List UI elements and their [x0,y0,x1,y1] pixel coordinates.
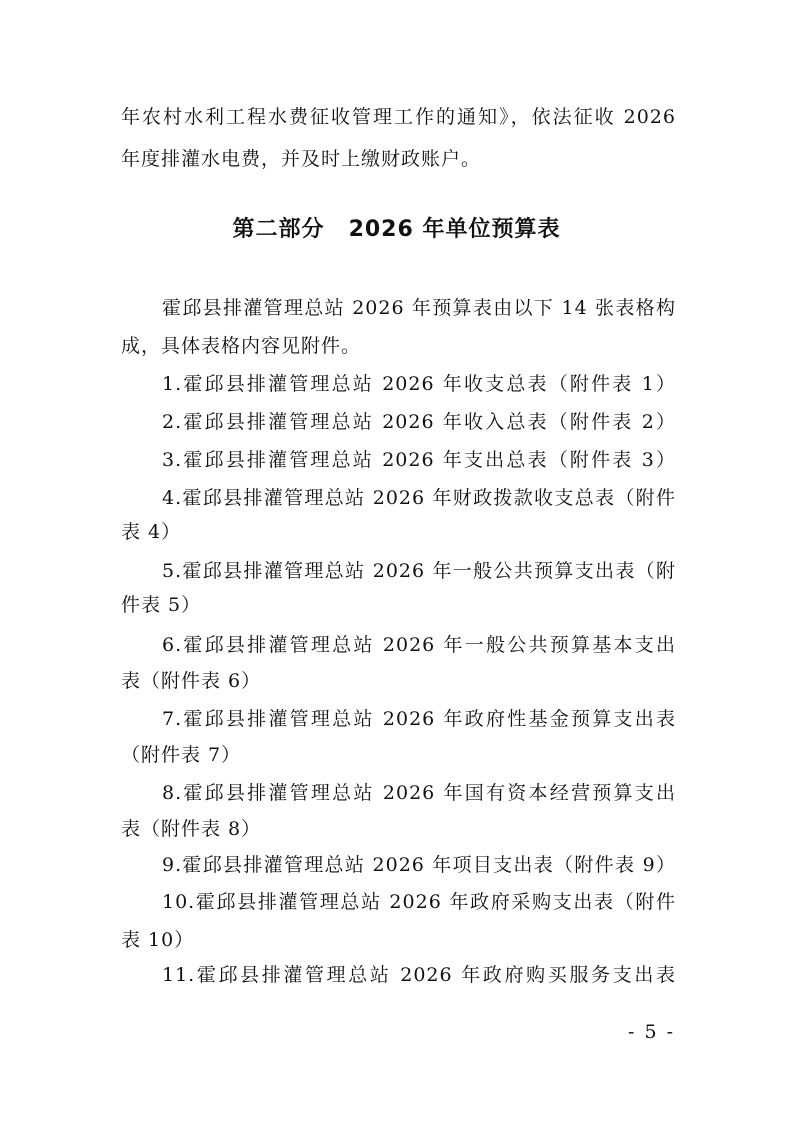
list-item-6: 6.霍邱县排灌管理总站 2026 年一般公共预算基本支出 [162,634,676,656]
paragraph-line-1: 霍邱县排灌管理总站 2026 年预算表由以下 14 张表格构 [162,297,676,319]
list-item-11: 11.霍邱县排灌管理总站 2026 年政府购买服务支出表 [162,964,676,986]
intro-line-2: 年度排灌水电费，并及时上缴财政账户。 [121,148,482,170]
list-item-2: 2.霍邱县排灌管理总站 2026 年收入总表（附件表 2） [162,411,676,433]
page-number: - 5 - [628,1021,676,1043]
list-item-4: 4.霍邱县排灌管理总站 2026 年财政拨款收支总表（附件 [162,487,676,509]
list-item-10-cont: 表 10） [121,929,195,951]
section-part-label: 第二部分 [232,217,325,242]
section-heading [0,216,793,244]
list-item-5: 5.霍邱县排灌管理总站 2026 年一般公共预算支出表（附 [162,560,676,582]
list-item-3: 3.霍邱县排灌管理总站 2026 年支出总表（附件表 3） [162,449,676,471]
list-item-7-cont: （附件表 7） [121,744,242,766]
list-item-4-cont: 表 4） [121,521,182,543]
list-item-9: 9.霍邱县排灌管理总站 2026 年项目支出表（附件表 9） [162,854,676,876]
list-item-5-cont: 件表 5） [121,594,202,616]
list-item-1: 1.霍邱县排灌管理总站 2026 年收支总表（附件表 1） [162,373,676,395]
list-item-7: 7.霍邱县排灌管理总站 2026 年政府性基金预算支出表 [162,708,676,730]
list-item-6-cont: 表（附件表 6） [121,670,262,692]
list-item-10: 10.霍邱县排灌管理总站 2026 年政府采购支出表（附件 [162,891,676,913]
list-item-8-cont: 表（附件表 8） [121,818,262,840]
list-item-8: 8.霍邱县排灌管理总站 2026 年国有资本经营预算支出 [162,782,676,804]
paragraph-line-2: 成，具体表格内容见附件。 [121,335,362,357]
section-title: 2026 年单位预算表 [348,217,561,242]
intro-line-1: 年农村水利工程水费征收管理工作的通知》，依法征收 2026 [121,106,676,128]
